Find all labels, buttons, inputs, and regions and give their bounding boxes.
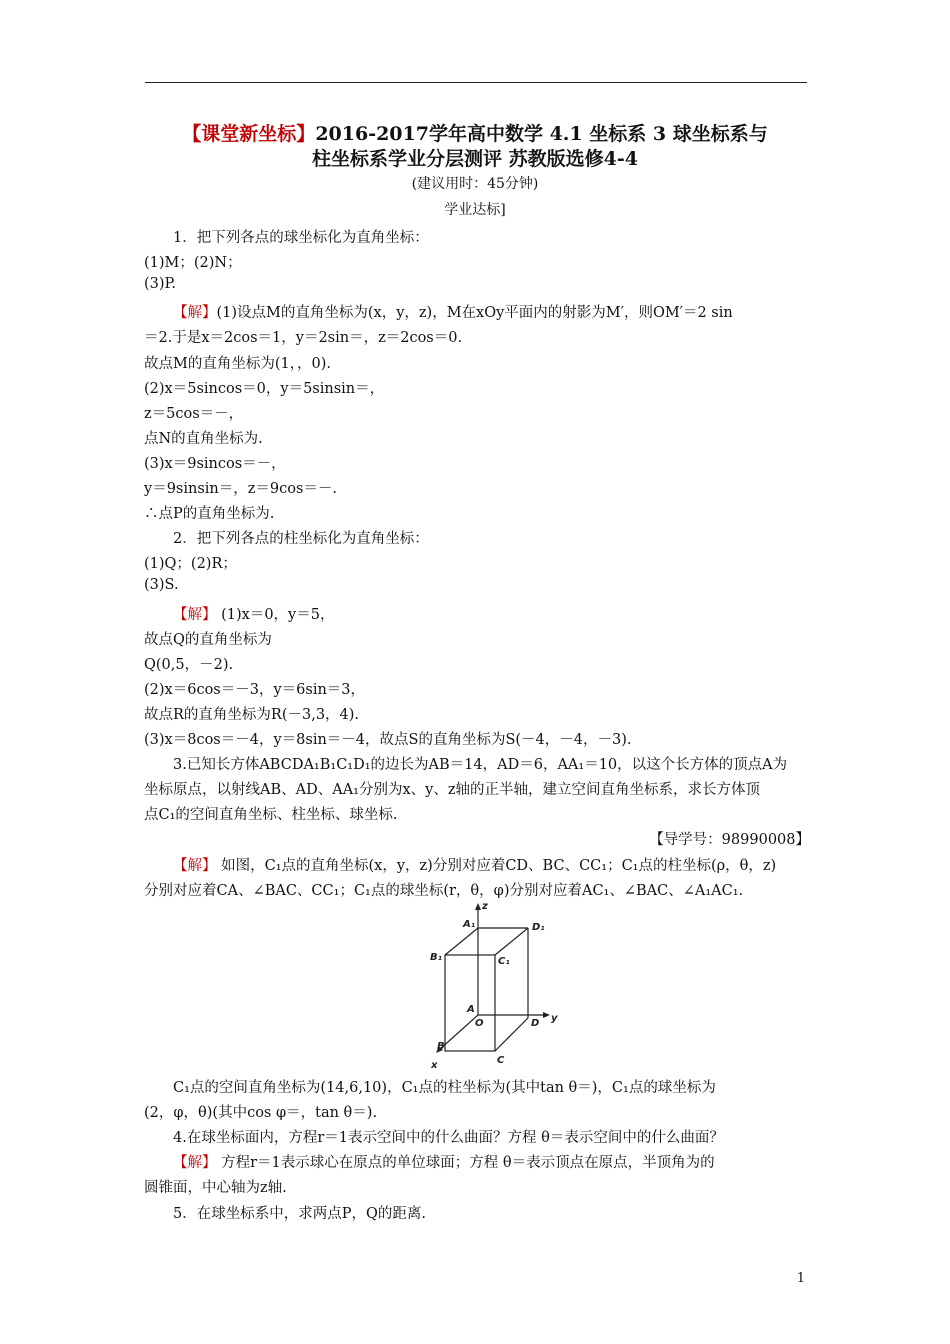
- text-line: [649, 828, 810, 849]
- text-line: [144, 477, 337, 498]
- line-text: 点C₁的空间直角坐标、柱坐标、球坐标.: [144, 807, 398, 824]
- line-text: (3)x＝8cos＝－4，y＝8sin＝－4，故点S的直角坐标为S(－4，－4，－3).: [144, 732, 632, 748]
- line-text: 坐标原点，以射线AB、AD、AA₁分别为x、y、z轴的正半轴，建立空间直角坐标系，求长方体顶: [144, 782, 760, 799]
- text-line: [144, 402, 243, 423]
- line-text: (2)x＝6cos＝－3，y＝6sin＝3，: [144, 681, 366, 698]
- line-text: (1)设点M的直角坐标为(x，y，z)，M在xOy平面内的射影为M′，则OM′＝2 sin: [216, 305, 733, 322]
- text-line: [144, 854, 776, 875]
- line-text: 1．把下列各点的球坐标化为直角坐标：: [173, 230, 429, 246]
- line-text: (3)S.: [144, 577, 179, 594]
- text-line: [144, 251, 242, 272]
- text-line: [144, 427, 263, 448]
- cuboid-figure: [425, 900, 565, 1075]
- line-text: (3)x＝9sincos＝－，: [144, 455, 286, 472]
- text-line: [144, 276, 176, 292]
- label-o: O: [475, 1018, 484, 1029]
- text-line: [144, 301, 733, 322]
- line-text: 2．把下列各点的柱坐标化为直角坐标：: [173, 531, 429, 548]
- line-text: 方程r＝1表示球心在原点的单位球面；方程 θ＝表示顶点在原点，半顶角为的: [216, 1155, 715, 1172]
- edge-b1a1: [445, 928, 478, 955]
- line-text: y＝9sinsin＝，z＝9cos＝－.: [144, 481, 338, 497]
- text-line: [144, 703, 359, 724]
- text-line: [144, 1101, 377, 1122]
- text-line: [144, 603, 334, 624]
- text-line: [144, 653, 233, 674]
- label-a: A: [467, 1004, 475, 1015]
- line-text: 如图，C₁点的直角坐标(x，y，z)分别对应着CD、BC、CC₁；C₁点的柱坐标(ρ，θ，z): [216, 857, 777, 874]
- label-b: B: [437, 1041, 445, 1052]
- text-line: [144, 879, 743, 900]
- line-text: 故点M的直角坐标为(1，，0).: [144, 355, 331, 372]
- text-line: [144, 628, 272, 649]
- line-text: (2)x＝5sincos＝0，y＝5sinsin＝，: [144, 380, 385, 397]
- text-line: [144, 1126, 724, 1147]
- text-line: [144, 728, 631, 749]
- answer-tag: 【解】: [173, 1155, 217, 1172]
- text-line: [144, 226, 429, 247]
- line-text: z＝5cos＝－，: [144, 405, 244, 422]
- line-text: (1)M；(2)N；: [144, 255, 242, 272]
- text-line: [144, 326, 462, 347]
- label-b1: B₁: [430, 952, 443, 963]
- line-text: C₁点的空间直角坐标为(14,6,10)，C₁点的柱坐标为(其中tan θ＝)，C₁点的球坐标为: [173, 1080, 716, 1096]
- line-text: 4.在球坐标面内，方程r＝1表示空间中的什么曲面？方程 θ＝表示空间中的什么曲面？: [173, 1130, 724, 1147]
- line-text: 故点Q的直角坐标为: [144, 631, 272, 648]
- title-bracket: 【课堂新坐标】: [182, 123, 316, 145]
- text-line: [144, 552, 237, 573]
- line-text: (1)x＝0，y＝5，: [216, 606, 335, 623]
- title-line-2: 柱坐标系学业分层测评 苏教版选修4-4: [312, 148, 638, 170]
- z-arrow: [475, 903, 481, 910]
- text-line: [144, 678, 365, 699]
- line-text: (3)P.: [144, 276, 176, 293]
- line-text: 故点R的直角坐标为R(－3,3，4).: [144, 706, 360, 723]
- y-arrow: [543, 1012, 550, 1018]
- text-line: [144, 377, 384, 398]
- line-text: 点N的直角坐标为.: [144, 430, 263, 447]
- text-line: [144, 1202, 426, 1223]
- time-hint: (建议用时：45分钟): [411, 176, 539, 192]
- label-d: D: [531, 1018, 540, 1029]
- line-text: 5．在球坐标系中，求两点P，Q的距离.: [173, 1205, 426, 1222]
- text-line: [144, 803, 398, 824]
- text-line: [144, 577, 179, 593]
- guide-number: 【导学号：98990008】: [649, 832, 810, 849]
- line-text: ∴点P的直角坐标为.: [144, 506, 275, 523]
- line-text: 圆锥面，中心轴为z轴.: [144, 1180, 287, 1197]
- label-z: z: [482, 901, 488, 912]
- text-line: [144, 352, 331, 373]
- label-c: C: [497, 1055, 505, 1066]
- answer-tag: 【解】: [173, 606, 217, 623]
- line-text: Q(0,5，－2).: [144, 656, 234, 673]
- label-a1: A₁: [463, 919, 476, 930]
- label-c1: C₁: [498, 956, 510, 967]
- line-text: (2，φ，θ)(其中cos φ＝，tan θ＝).: [144, 1105, 378, 1122]
- line-text: 3.已知长方体ABCDA₁B₁C₁D₁的边长为AB＝14，AD＝6，AA₁＝10，以这个长方体的顶点A为: [173, 757, 788, 774]
- edge-d1c1: [495, 928, 528, 955]
- answer-tag: 【解】: [173, 305, 217, 322]
- line-text: (1)Q；(2)R；: [144, 556, 237, 573]
- front-face: [445, 955, 495, 1051]
- header-rule: [145, 82, 807, 83]
- label-y: y: [551, 1013, 558, 1024]
- text-line: [144, 1176, 287, 1197]
- text-line: [144, 778, 760, 799]
- answer-tag: 【解】: [173, 857, 217, 874]
- document-title: [130, 122, 820, 172]
- text-line: [144, 1151, 715, 1172]
- section-heading: 学业达标]: [444, 202, 506, 218]
- label-x: x: [431, 1060, 438, 1071]
- edge-dc: [495, 1018, 528, 1051]
- title-line-1: 2016-2017学年高中数学 4.1 坐标系 3 球坐标系与: [315, 123, 768, 145]
- label-d1: D₁: [532, 922, 545, 933]
- text-line: [144, 502, 274, 523]
- text-line: [144, 753, 787, 774]
- text-line: [144, 1076, 716, 1097]
- text-line: [144, 527, 429, 548]
- text-line: [144, 452, 286, 473]
- page-number: 1: [796, 1271, 805, 1286]
- line-text: ＝2.于是x＝2cos＝1，y＝2sin＝，z＝2cos＝0.: [144, 330, 463, 347]
- line-text: 分别对应着CA、∠BAC、CC₁；C₁点的球坐标(r，θ，φ)分别对应着AC₁、∠BAC、∠A₁AC₁.: [144, 882, 744, 899]
